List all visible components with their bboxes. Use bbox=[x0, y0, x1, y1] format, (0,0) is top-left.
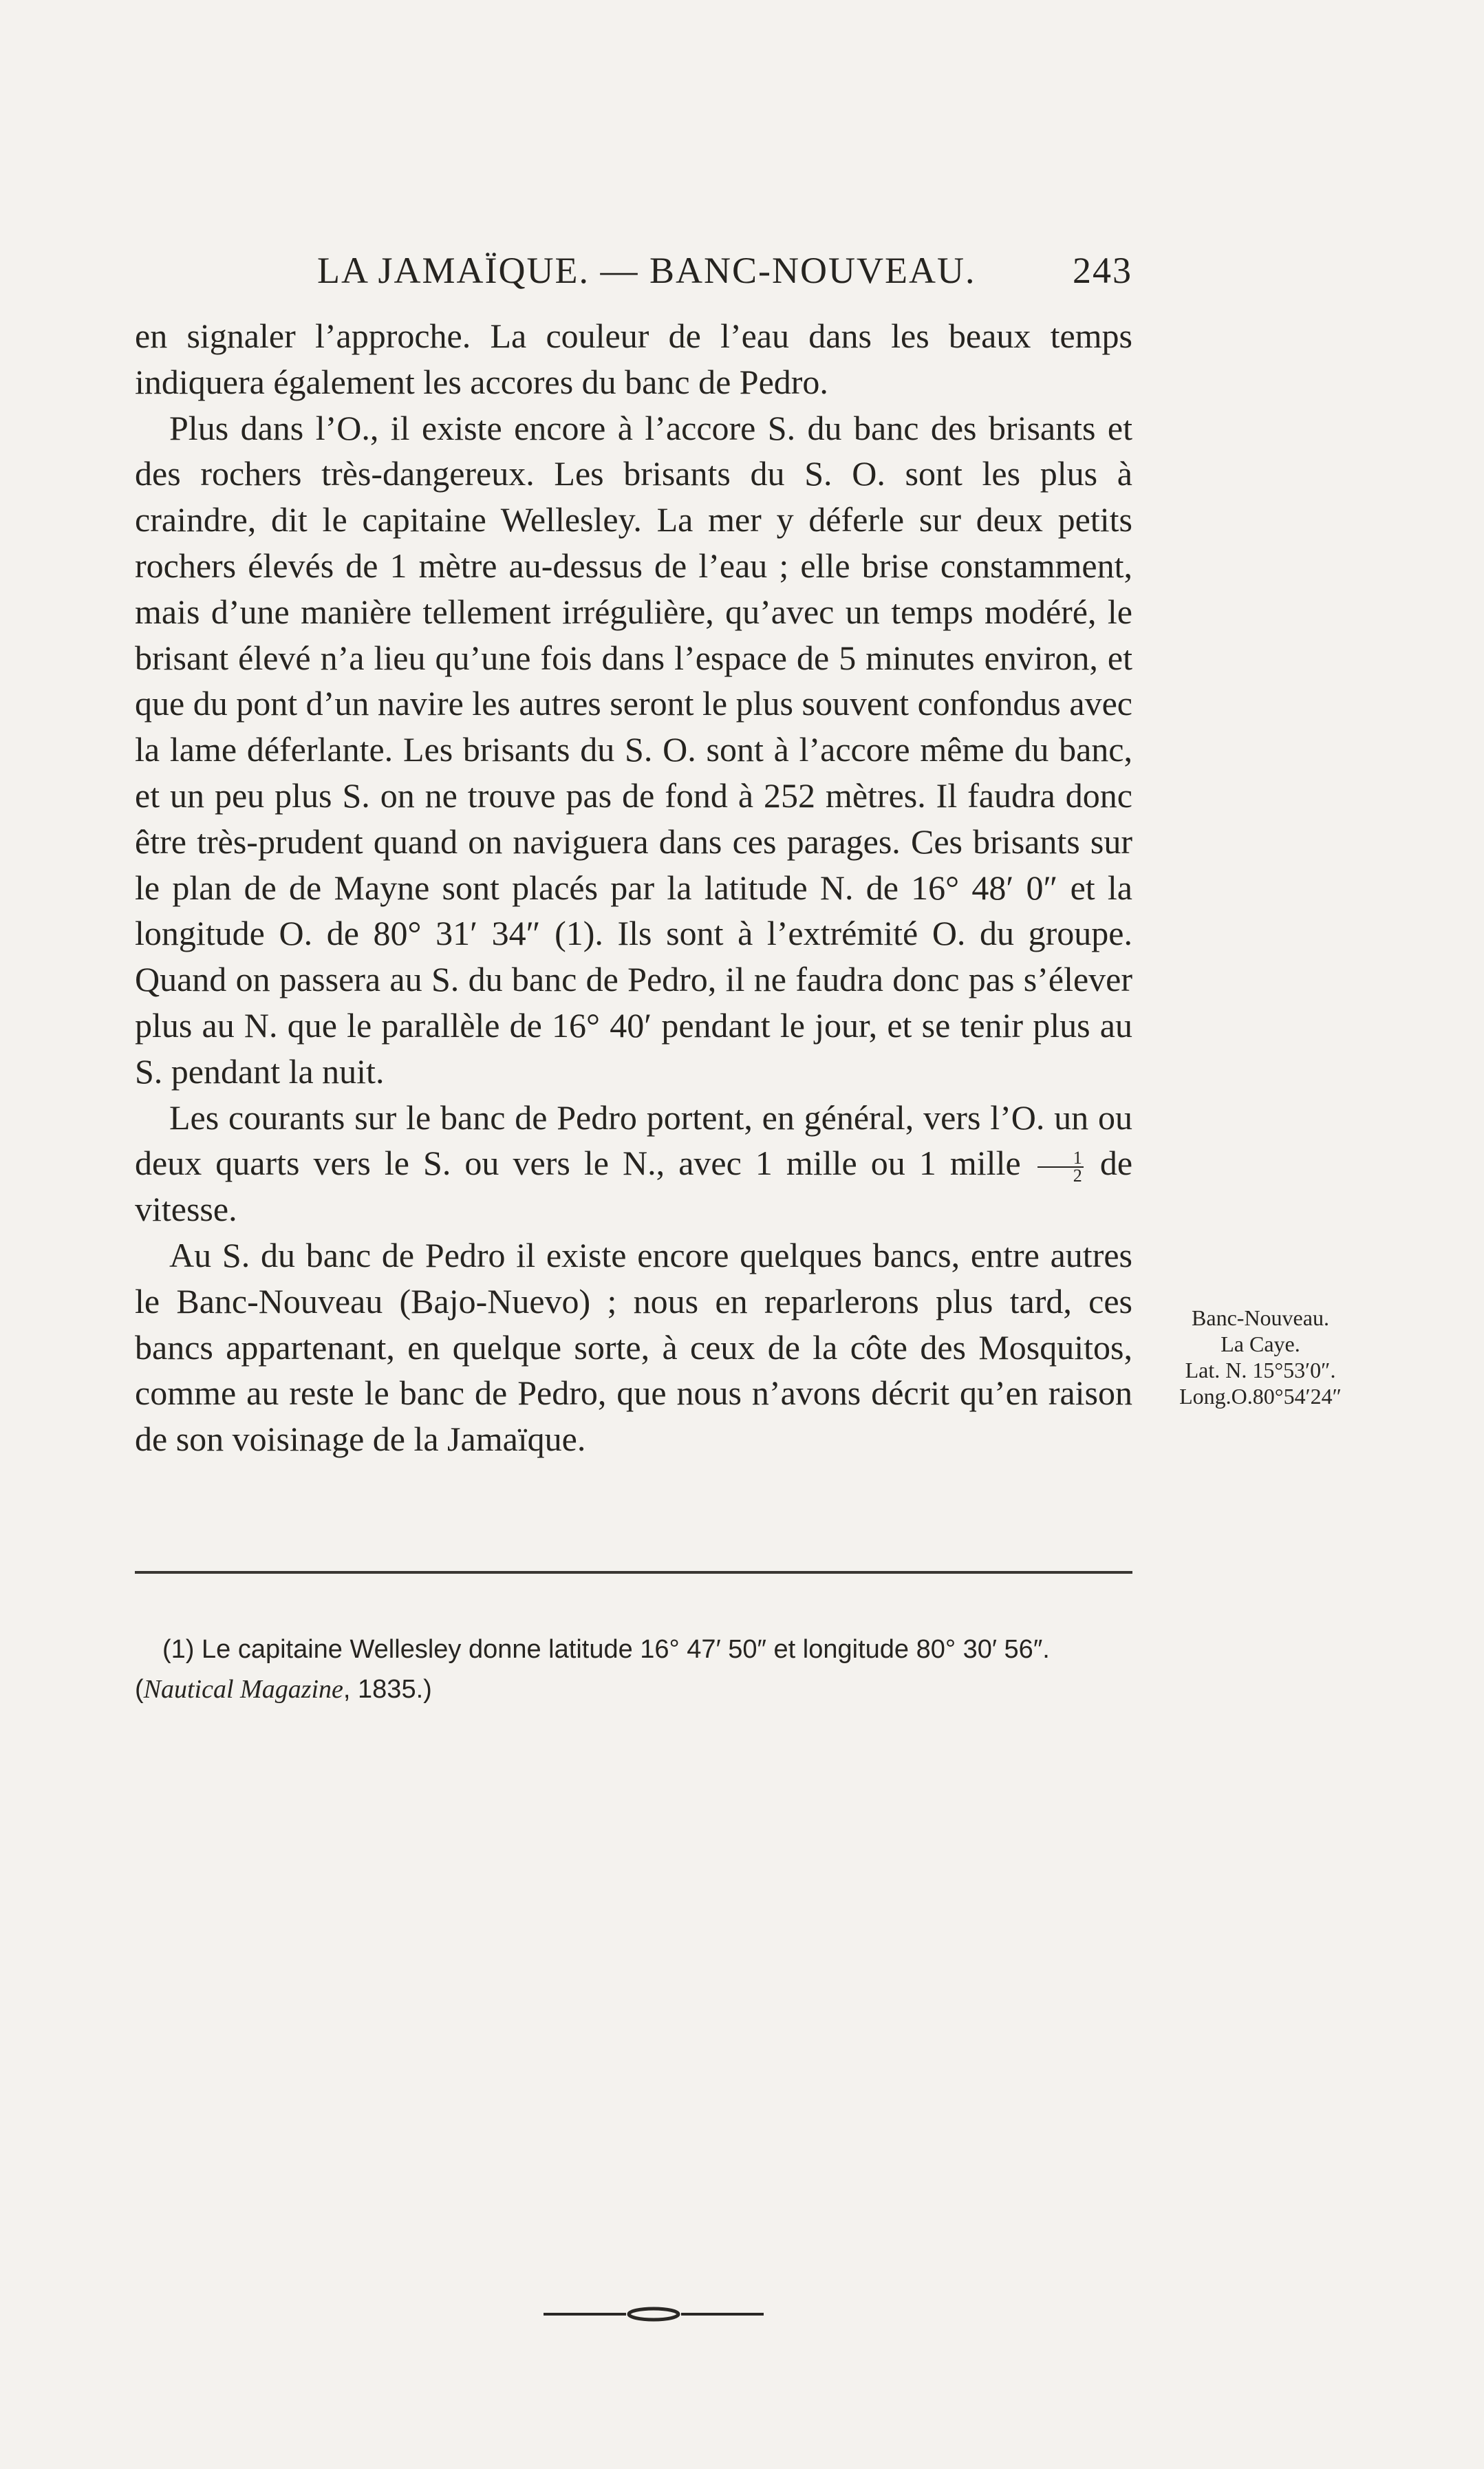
running-title: LA JAMAÏQUE. — BANC-NOUVEAU. bbox=[317, 250, 976, 291]
paragraph-3 bbox=[135, 1095, 1132, 1232]
footnote-source-title: Nautical Magazine bbox=[143, 1675, 343, 1704]
footnote-body: (1) Le capitaine Wellesley donne latitude 16° 47′ 50″ et longitude 80° 30′ 56″. bbox=[162, 1635, 1050, 1664]
paragraph-4: Au S. du banc de Pedro il existe encore quelques bancs, entre autres le Banc-Nouveau (Bajo-Nuevo) ; nous en reparlerons plus tard, ces bancs appartenant, en quelque sorte, à ceux de la côte des Mosquitos, comme au reste le banc de Pedro, que nous n’avons décrit qu’en raison de son voisinage de la Jamaïque. bbox=[135, 1235, 1132, 1459]
paragraph-3-end: de vitesse. bbox=[135, 1144, 1133, 1229]
page-number: 243 bbox=[1073, 250, 1132, 291]
margin-note bbox=[1150, 1305, 1370, 1409]
margin-note-title: Banc-Nouveau. bbox=[1192, 1305, 1329, 1330]
footnote bbox=[135, 1629, 1132, 1709]
running-head bbox=[135, 249, 1132, 297]
fraction-numerator: 1 bbox=[1037, 1150, 1084, 1168]
footnote-rule bbox=[135, 1571, 1132, 1574]
paragraph-2: Plus dans l’O., il existe encore à l’accore S. du banc des brisants et des rochers très-dangereux. Les brisants du S. O. sont les plus à craindre, dit le capitaine Wellesley. La mer y déferle sur deux petits rochers élevés de 1 mètre au-dessus de l’eau ; elle brise constamment, mais d’une manière tellement irrégulière, qu’avec un temps modéré, le brisant élevé n’a lieu qu’une fois dans l’espace de 5 minutes environ, et que du pont d’un navire les autres seront le plus souvent confondus avec la lame déferlante. Les brisants du S. O. sont à l’accore même du banc, et un peu plus S. on ne trouve pas de fond à 252 mètres. Il faudra donc être très-prudent quand on naviguera dans ces parages. Ces brisants sur le plan de de Mayne sont placés par la latitude N. de 16° 48′ 0″ et la longitude O. de 80° 31′ 34″ (1). Ils sont à l’extrémité O. du groupe. Quand on passera au S. du banc de Pedro, il ne faudra donc pas s’élever plus au N. que le parallèle de 16° 40′ pendant le jour, et se tenir plus au S. pendant la nuit. bbox=[135, 408, 1132, 1091]
paragraph-3-text: Les courants sur le banc de Pedro portent, en général, vers l’O. un ou deux quarts vers le S. ou vers le N., avec 1 mille ou 1 mille bbox=[135, 1098, 1132, 1183]
fraction-denominator: 2 bbox=[1073, 1165, 1082, 1186]
margin-note-longitude: Long.O.80°54′24″ bbox=[1179, 1384, 1342, 1409]
footnote-text: (1) Le capitaine Wellesley donne latitude 16° 47′ 50″ et longitude 80° 30′ 56″. (Nautical Magazine, 1835.) bbox=[135, 1635, 1050, 1704]
footnote-source-year: , 1835.) bbox=[343, 1675, 432, 1704]
margin-note-latitude: Lat. N. 15°53′0″. bbox=[1185, 1358, 1336, 1382]
fraction-one-half bbox=[1037, 1147, 1084, 1186]
body-text bbox=[135, 313, 1132, 1462]
tail-ornament bbox=[544, 2304, 764, 2324]
margin-note-place: La Caye. bbox=[1220, 1332, 1300, 1356]
paragraph-1: en signaler l’approche. La couleur de l’eau dans les beaux temps indiquera également les accores du banc de Pedro. bbox=[135, 317, 1132, 401]
